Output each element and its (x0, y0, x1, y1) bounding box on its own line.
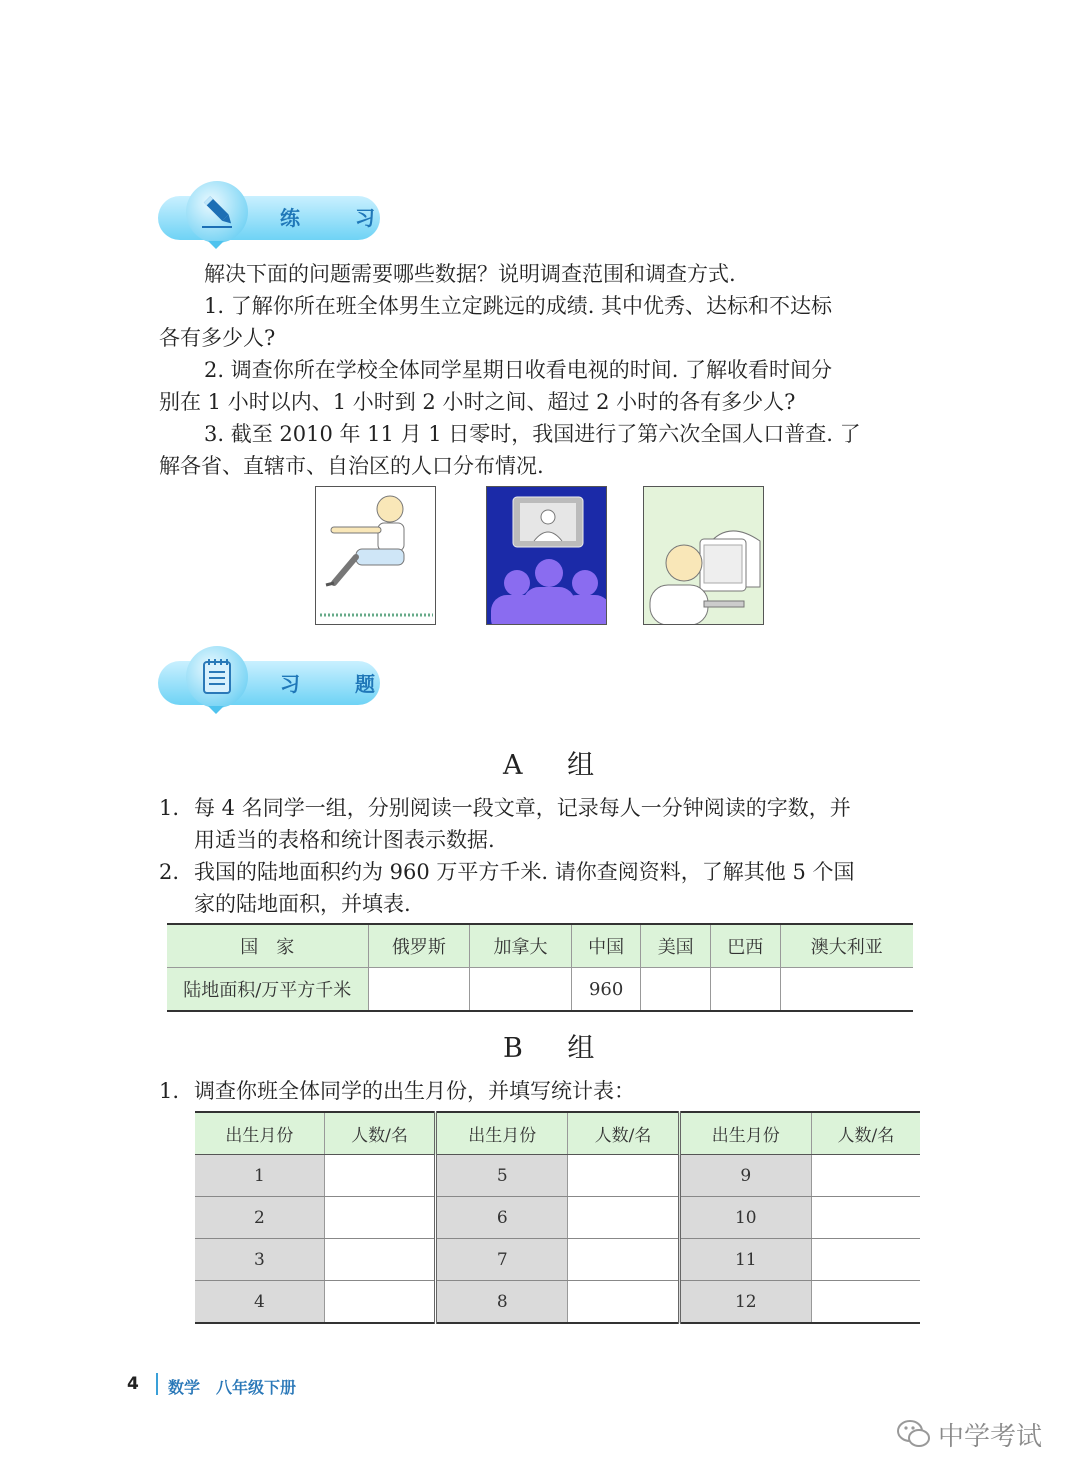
group-a-p2-number: 2. (159, 860, 180, 884)
month-cell: 2 (195, 1197, 324, 1239)
group-b-title: B 组 (503, 1033, 613, 1064)
group-a-p2-line1: 我国的陆地面积约为 960 万平方千米. 请你查阅资料，了解其他 5 个国 (194, 860, 855, 884)
count-header: 人数/名 (568, 1112, 679, 1155)
practice-q3-line2: 解各省、直辖市、自治区的人口分布情况. (159, 454, 544, 478)
area-cell (780, 968, 913, 1012)
count-cell (568, 1281, 679, 1324)
group-a-title: A 组 (503, 750, 613, 781)
area-cell: 960 (571, 968, 641, 1012)
group-a-p1-line2: 用适当的表格和统计图表示数据. (194, 828, 495, 852)
group-b-p1-line1: 调查你班全体同学的出生月份，并填写统计表： (194, 1079, 635, 1103)
country-cell: 美国 (641, 924, 711, 968)
table-row (167, 968, 913, 1012)
book-title: 数学 八年级下册 (168, 1378, 297, 1397)
down-triangle-icon (208, 706, 224, 714)
table-row-header: 国 家 (167, 924, 368, 968)
exercises-title: 习 题 (280, 672, 399, 696)
wechat-icon (896, 1418, 932, 1450)
practice-q1-line2: 各有多少人? (159, 326, 276, 350)
area-cell (710, 968, 780, 1012)
table-row (195, 1197, 920, 1239)
country-cell: 中国 (571, 924, 641, 968)
country-cell: 澳大利亚 (780, 924, 913, 968)
down-triangle-icon (208, 241, 224, 249)
country-cell: 加拿大 (470, 924, 572, 968)
birth-month-table (195, 1111, 920, 1324)
practice-q2-line1: 2. 调查你所在学校全体同学星期日收看电视的时间. 了解收看时间分 (204, 358, 833, 382)
month-cell: 7 (436, 1239, 568, 1281)
table-row (195, 1239, 920, 1281)
month-cell: 5 (436, 1155, 568, 1197)
count-cell (568, 1155, 679, 1197)
count-cell (324, 1197, 435, 1239)
practice-intro: 解决下面的问题需要哪些数据？说明调查范围和调查方式. (204, 262, 736, 286)
count-cell (811, 1239, 920, 1281)
table-row (195, 1281, 920, 1324)
group-b-p1-number: 1. (159, 1079, 180, 1103)
footer-divider (156, 1373, 158, 1395)
month-cell: 9 (679, 1155, 811, 1197)
group-a-p2-line2: 家的陆地面积，并填表. (194, 892, 411, 916)
tv-watching-illustration (486, 486, 607, 625)
month-cell: 10 (679, 1197, 811, 1239)
month-header: 出生月份 (679, 1112, 811, 1155)
count-cell (324, 1281, 435, 1324)
area-cell (641, 968, 711, 1012)
table-row (167, 924, 913, 968)
notepad-icon (200, 657, 234, 695)
count-cell (324, 1155, 435, 1197)
group-a-p1-line1: 每 4 名同学一组，分别阅读一段文章，记录每人一分钟阅读的字数，并 (194, 796, 851, 820)
table-row (195, 1112, 920, 1155)
count-cell (811, 1155, 920, 1197)
count-header: 人数/名 (324, 1112, 435, 1155)
country-cell: 俄罗斯 (368, 924, 470, 968)
table-row-header: 陆地面积/万平方千米 (167, 968, 368, 1012)
month-header: 出生月份 (195, 1112, 324, 1155)
month-cell: 4 (195, 1281, 324, 1324)
area-cell (368, 968, 470, 1012)
month-header: 出生月份 (436, 1112, 568, 1155)
month-cell: 8 (436, 1281, 568, 1324)
month-cell: 6 (436, 1197, 568, 1239)
page-number: 4 (127, 1374, 139, 1394)
month-cell: 12 (679, 1281, 811, 1324)
practice-q1-line1: 1. 了解你所在班全体男生立定跳远的成绩. 其中优秀、达标和不达标 (204, 294, 833, 318)
land-area-table (167, 923, 913, 1012)
computer-user-illustration (643, 486, 764, 625)
practice-q2-line2: 别在 1 小时以内、1 小时到 2 小时之间、超过 2 小时的各有多少人? (159, 390, 796, 414)
count-header: 人数/名 (811, 1112, 920, 1155)
pencil-icon (198, 191, 238, 231)
table-row (195, 1155, 920, 1197)
count-cell (568, 1197, 679, 1239)
count-cell (811, 1281, 920, 1324)
count-cell (568, 1239, 679, 1281)
country-cell: 巴西 (710, 924, 780, 968)
practice-q3-line1: 3. 截至 2010 年 11 月 1 日零时，我国进行了第六次全国人口普查. 了 (204, 422, 861, 446)
area-cell (470, 968, 572, 1012)
count-cell (324, 1239, 435, 1281)
month-cell: 1 (195, 1155, 324, 1197)
month-cell: 3 (195, 1239, 324, 1281)
group-a-p1-number: 1. (159, 796, 180, 820)
practice-title: 练 习 (280, 206, 399, 230)
count-cell (811, 1197, 920, 1239)
long-jump-illustration (315, 486, 436, 625)
watermark-text: 中学考试 (938, 1422, 1043, 1452)
month-cell: 11 (679, 1239, 811, 1281)
